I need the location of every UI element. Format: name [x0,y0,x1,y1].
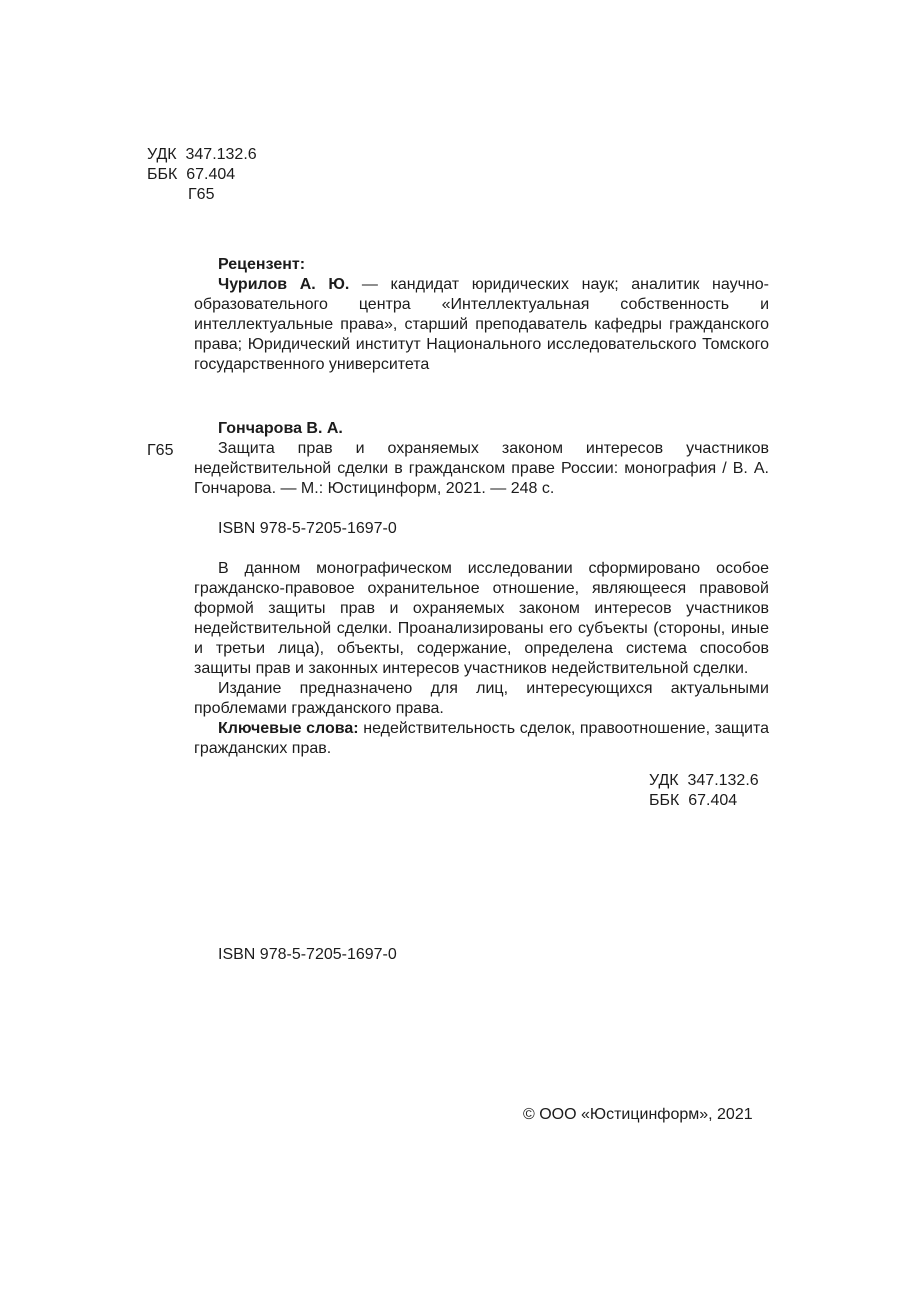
reviewer-paragraph [194,275,769,375]
udk-code: УДК 347.132.6 [147,146,257,163]
bbk-code-bottom: ББК 67.404 [649,792,738,809]
isbn-second: ISBN 978-5-7205-1697-0 [218,946,397,963]
abstract-block [194,559,769,759]
author-mark: Г65 [188,186,215,203]
bibliographic-description: Защита прав и охраняемых законом интересов участников недействительной сделки в гражданском праве России: монография / В. А. Гончарова. — М.: Юстицинформ, 2021. — 248 с. [194,440,769,497]
copyright-line: © ООО «Юстицинформ», 2021 [523,1106,753,1123]
side-author-mark: Г65 [147,442,174,459]
udk-code-bottom: УДК 347.132.6 [649,772,759,789]
reviewer-heading: Рецензент: [218,256,306,273]
abstract-paragraph-2: Издание предназначено для лиц, интересующихся актуальными проблемами гражданского права. [194,680,769,717]
keywords-text: недействительность сделок, правоотношение, защита гражданских прав. [194,720,769,757]
reviewer-name: Чурилов А. Ю. [218,276,350,293]
classification-codes-bottom [649,771,759,811]
classification-codes-top [147,145,257,205]
reviewer-description: — кандидат юридических наук; аналитик научно-образовательного центра «Интеллектуальная собственность и интеллектуальные права», старший преподаватель кафедры гражданского права; Юридический институт Национального исследовательского Томского государственного университета [194,276,769,373]
bbk-code: ББК 67.404 [147,166,236,183]
book-author: Гончарова В. А. [218,420,343,437]
isbn-first: ISBN 978-5-7205-1697-0 [218,520,397,537]
abstract-paragraph-1: В данном монографическом исследовании сформировано особое гражданско-правовое охранительное отношение, являющееся правовой формой защиты прав и охраняемых законом интересов участников недействительной сделки. Проанализированы его субъекты (стороны, иные и третьи лица), объекты, содержание, определена система способов защиты прав и законных интересов участников недействительной сделки. [194,560,769,677]
keywords-paragraph [194,719,769,759]
reviewer-block [194,255,769,375]
keywords-label: Ключевые слова: [218,720,359,737]
